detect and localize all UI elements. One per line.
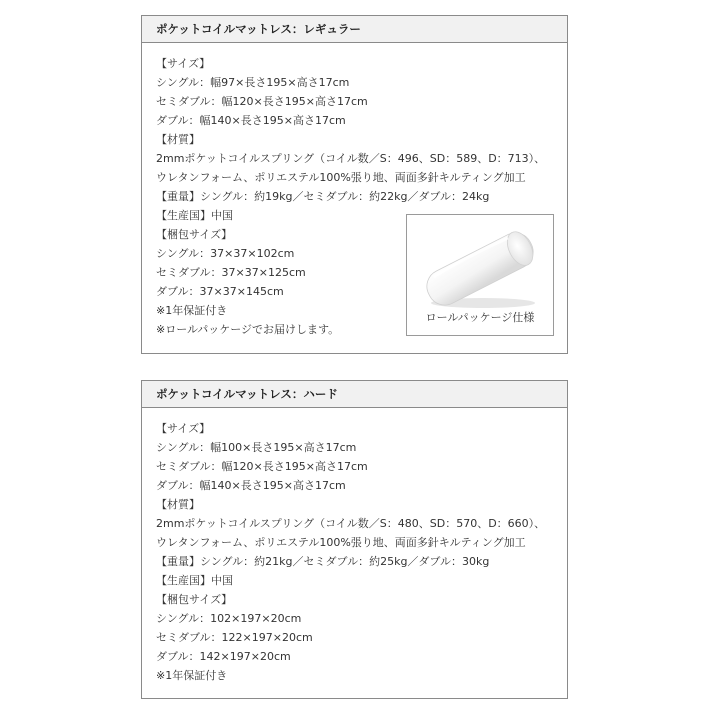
spec-line: セミダブル：122×197×20cm: [156, 631, 313, 644]
roll-package-photo: [406, 214, 554, 336]
photo-caption: ロールパッケージ仕様: [425, 311, 535, 324]
spec-line: ウレタンフォーム、ポリエステル100%張り地、両面多針キルティング加工: [156, 536, 526, 549]
spec-line: 【生産国】中国: [156, 209, 233, 222]
spec-line: ダブル：幅140×長さ195×高さ17cm: [156, 114, 346, 127]
spec-line: シングル：幅97×長さ195×高さ17cm: [156, 76, 350, 89]
spec-line: ※ロールパッケージでお届けします。: [156, 323, 340, 336]
spec-line: ダブル：37×37×145cm: [156, 285, 284, 298]
spec-line: シングル：102×197×20cm: [156, 612, 302, 625]
spec-title-regular: ポケットコイルマットレス：レギュラー: [142, 16, 567, 43]
spec-line: ※1年保証付き: [156, 304, 228, 317]
spec-title-hard: ポケットコイルマットレス：ハード: [142, 381, 567, 408]
spec-line: 【サイズ】: [156, 57, 211, 70]
spec-line: シングル：幅100×長さ195×高さ17cm: [156, 441, 357, 454]
rolled-mattress-image: [415, 221, 545, 309]
spec-box-regular: [141, 15, 568, 354]
spec-line: セミダブル：幅120×長さ195×高さ17cm: [156, 460, 368, 473]
spec-line: 【梱包サイズ】: [156, 228, 233, 241]
spec-line: ダブル：幅140×長さ195×高さ17cm: [156, 479, 346, 492]
spec-line: 【材質】: [156, 133, 200, 146]
spec-line: ウレタンフォーム、ポリエステル100%張り地、両面多針キルティング加工: [156, 171, 526, 184]
spec-line: 【サイズ】: [156, 422, 211, 435]
spec-line: 【生産国】中国: [156, 574, 233, 587]
spec-line: シングル：37×37×102cm: [156, 247, 295, 260]
spec-line: セミダブル：幅120×長さ195×高さ17cm: [156, 95, 368, 108]
spec-body-hard: [142, 408, 567, 685]
spec-line: ダブル：142×197×20cm: [156, 650, 291, 663]
spec-line: 【重量】シングル：約21kg／セミダブル：約25kg／ダブル：30kg: [156, 555, 490, 568]
spec-box-hard: [141, 380, 568, 699]
spec-line: ※1年保証付き: [156, 669, 228, 682]
spec-line: 【材質】: [156, 498, 200, 511]
spec-line: 2mmポケットコイルスプリング（コイル数／S：480、SD：570、D：660）、: [156, 517, 546, 530]
spec-line: 【重量】シングル：約19kg／セミダブル：約22kg／ダブル：24kg: [156, 190, 490, 203]
spec-line: セミダブル：37×37×125cm: [156, 266, 306, 279]
spec-line: 【梱包サイズ】: [156, 593, 233, 606]
spec-line: 2mmポケットコイルスプリング（コイル数／S：496、SD：589、D：713）、: [156, 152, 546, 165]
